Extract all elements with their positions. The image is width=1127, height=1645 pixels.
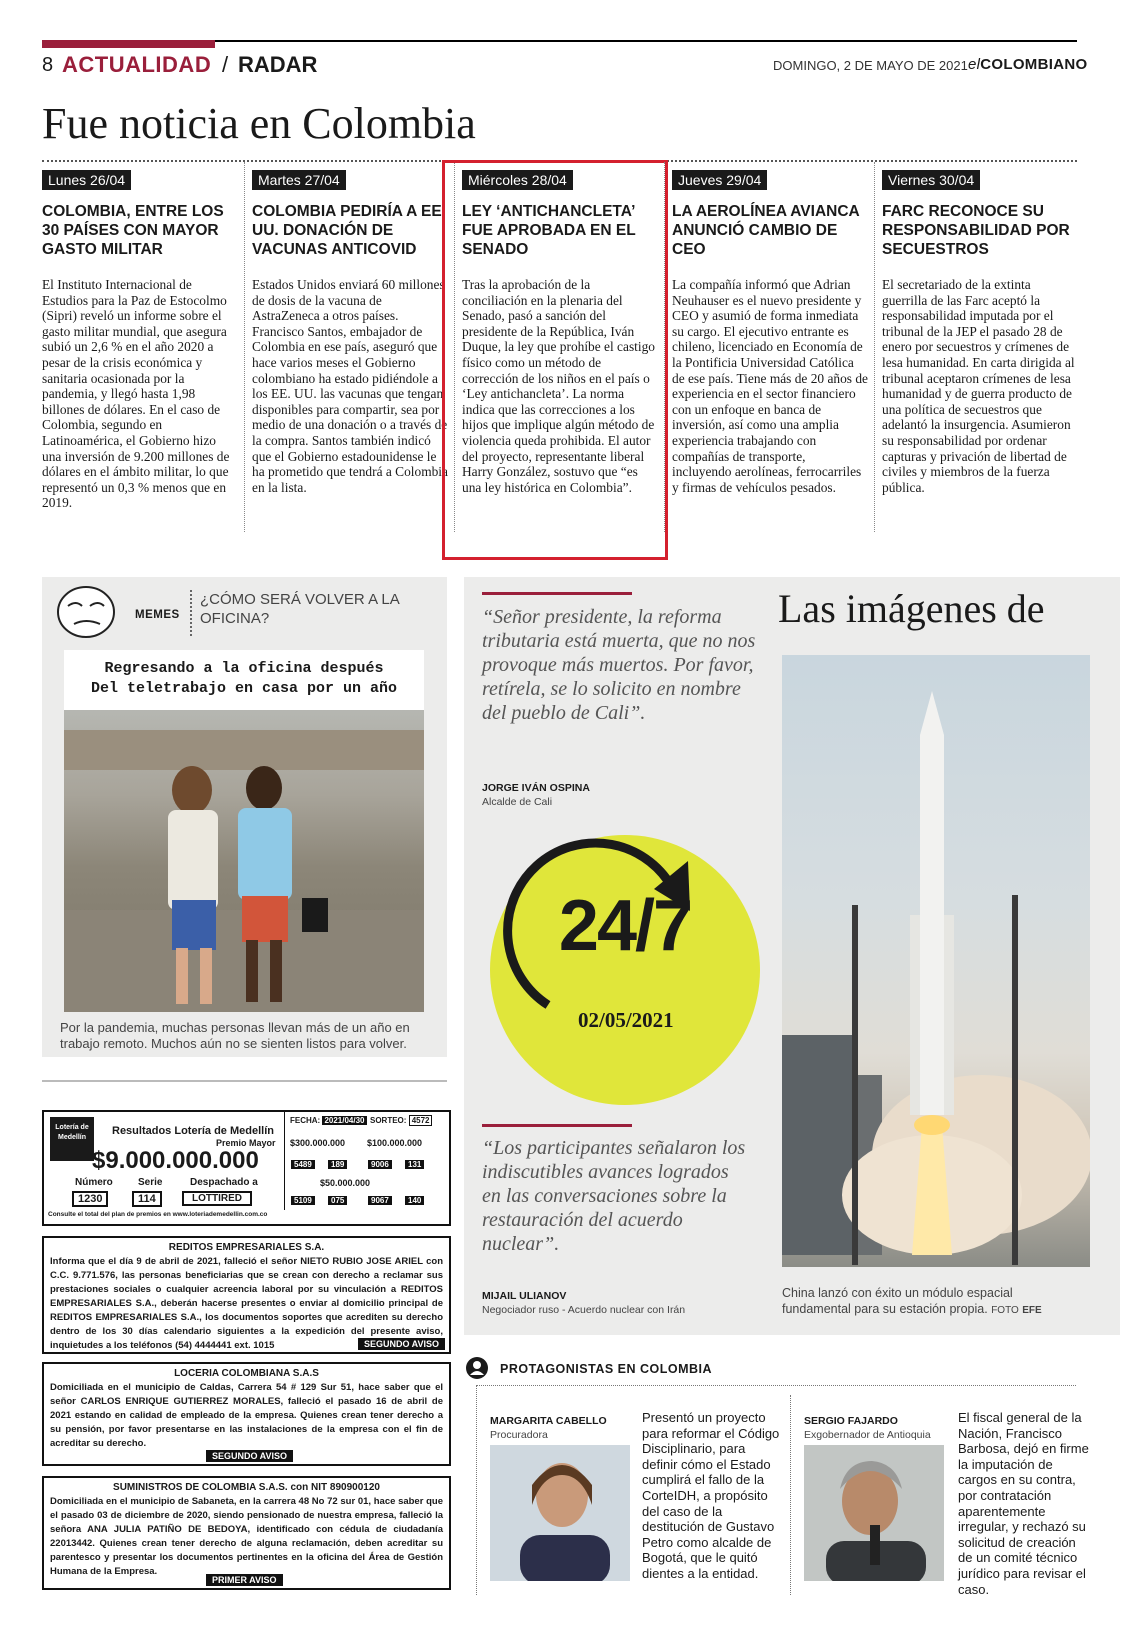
day-label: Miércoles 28/04 <box>462 170 573 190</box>
photo-caption <box>782 1285 1082 1319</box>
day-label: Lunes 26/04 <box>42 170 131 190</box>
secondary-prize-series: 189 <box>328 1160 347 1169</box>
day-title: COLOMBIA, ENTRE LOS 30 PAÍSES CON MAYOR GASTO MILITAR <box>42 203 224 258</box>
lottery-logo: Lotería de Medellín <box>50 1117 94 1161</box>
lottery-footer: Consulte el total del plan de premios en www.loteriademedellin.com.co <box>48 1211 268 1218</box>
quote-rule <box>482 592 632 595</box>
lottery-amount: $9.000.000.000 <box>92 1147 259 1174</box>
troll-face-icon <box>52 584 122 640</box>
secondary-prize-amount: $50.000.000 <box>320 1178 371 1188</box>
protagonists-title: PROTAGONISTAS EN COLOMBIA <box>500 1362 713 1376</box>
meme-text-line-1: Regresando a la oficina después <box>104 660 384 677</box>
lottery-divider <box>284 1110 285 1210</box>
page-headline: Fue noticia en Colombia <box>42 99 476 148</box>
day-label: Viernes 30/04 <box>882 170 980 190</box>
protagonists-rule <box>476 1385 1076 1386</box>
notice-ad <box>42 1476 451 1590</box>
secondary-prize-number: 9067 <box>368 1196 392 1205</box>
lottery-date-value: 2021/04/30 <box>324 1116 365 1125</box>
column-divider <box>244 162 245 532</box>
day-body: El Instituto Internacional de Estudios para la Paz de Estocolmo (Sipri) reveló un informe sobre el gasto militar mundial, que asegura subió un 2,6 % en el año 2020 a pesar de la crisis económica y sanitaria ocasionada por la pandemia, y llegó hasta 1,98 billones de dólares. En el caso de Colombia, segundo en Latinoamérica, el Gobierno hizo una inversión de 9.200 millones de dólares en el ámbito militar, lo que representó un 0,3 % menos que en 2019. <box>42 277 230 511</box>
brand-name: COLOMBIANO <box>980 56 1088 73</box>
secondary-prize-series: 131 <box>405 1160 424 1169</box>
quote-rule <box>482 1124 632 1127</box>
secondary-prize-number: 5489 <box>291 1160 315 1169</box>
quote-author: JORGE IVÁN OSPINA <box>482 782 590 794</box>
protagonist-photo <box>804 1445 944 1581</box>
lottery-dispatched-label: Despachado a <box>190 1177 258 1188</box>
section-separator: / <box>222 52 229 77</box>
highlight-box <box>442 160 668 560</box>
photo-credit: EFE <box>1022 1305 1042 1316</box>
notice-title: LOCERIA COLOMBIANA S.A.S <box>174 1368 319 1379</box>
day-title: COLOMBIA PEDIRÍA A EE. UU. DONACIÓN DE VACUNAS ANTICOVID <box>252 203 447 258</box>
day-body: El secretariado de la extinta guerrilla de las Farc aceptó la responsabilidad imputada por el tribunal de la JEP el pasado 28 de enero por secuestros y crímenes de lesa humanidad. En carta dirigida al tribunal aceptaron crímenes de lesa humanidad y de guerra producto de una política de secuestros que adelantó la insurgencia. Asumieron su responsabilidad por ordenar capturas y privación de libertad de civiles y miembros de la fuerza pública. <box>882 277 1075 495</box>
header-accent-bar <box>42 40 215 48</box>
newspaper-brand <box>968 56 1087 73</box>
rocket-launch-photo <box>782 655 1090 1267</box>
day-column-thursday <box>672 170 868 495</box>
protagonist-text: Presentó un proyecto para reformar el Código Disciplinario, para definir cómo el Estado cumplirá el fallo de la CorteIDH, a propósito del caso de la destitución de Gustavo Petro como alcalde de Bogotá, que le quitó dientes a la entidad. <box>642 1410 780 1581</box>
protagonists-rule <box>476 1385 477 1595</box>
quote-text: “Los participantes señalaron los indiscutibles avances logrados en las conversaciones sobre la restauración del acuerdo nuclear”. <box>482 1137 746 1255</box>
page-number: 8 <box>42 54 54 76</box>
section-divider <box>42 1080 447 1082</box>
day-title: LEY ‘ANTICHANCLETA’ FUE APROBADA EN EL SENADO <box>462 203 636 258</box>
person-icon <box>466 1357 488 1379</box>
day-title: FARC RECONOCE SU RESPONSABILIDAD POR SECUESTROS <box>882 203 1070 258</box>
section-name: ACTUALIDAD <box>62 52 212 77</box>
badge-24-7: 24/7 <box>558 886 692 966</box>
meme-caption: Por la pandemia, muchas personas llevan más de un año en trabajo remoto. Muchos aún no se sienten listos para volver. <box>60 1020 410 1051</box>
day-column-friday <box>882 170 1078 495</box>
lottery-number: 1230 <box>72 1191 108 1207</box>
day-column-monday <box>42 170 238 511</box>
lottery-draw-label: SORTEO: <box>370 1116 407 1125</box>
lottery-date <box>290 1116 367 1125</box>
day-column-tuesday <box>252 170 448 495</box>
protagonist-name: SERGIO FAJARDO <box>804 1415 898 1427</box>
lottery-title: Resultados Lotería de Medellín <box>112 1125 274 1137</box>
notice-ad <box>42 1236 451 1354</box>
lottery-series: 114 <box>132 1191 162 1207</box>
notice-badge: SEGUNDO AVISO <box>206 1450 293 1462</box>
secondary-prize-number: 9006 <box>368 1160 392 1169</box>
protagonist-role: Procuradora <box>490 1429 548 1441</box>
protagonist-name: MARGARITA CABELLO <box>490 1415 607 1427</box>
day-label: Jueves 29/04 <box>672 170 767 190</box>
quote-author-role: Negociador ruso - Acuerdo nuclear con Irán <box>482 1304 686 1316</box>
notice-badge: SEGUNDO AVISO <box>358 1338 445 1350</box>
protagonist-photo <box>490 1445 630 1581</box>
lottery-dispatched: LOTTIRED <box>182 1191 252 1206</box>
lottery-series-label: Serie <box>138 1177 163 1188</box>
quote-author-role: Alcalde de Cali <box>482 796 553 808</box>
secondary-prize-amount: $100.000.000 <box>367 1138 423 1148</box>
secondary-prize-number: 5109 <box>291 1196 315 1205</box>
notice-title: REDITOS EMPRESARIALES S.A. <box>168 1242 325 1253</box>
day-body: Estados Unidos enviará 60 millones de dosis de la vacuna de AstraZeneca a otros países. Francisco Santos, embajador de Colombia en ese país, aseguró que hace varios meses el Gobierno colombiano ha estado pidiéndole a los EE. UU. las vacunas que tengan disponibles para compartir, sea por medio de una donación o a través de la compra. Santos también indicó que el Gobierno estadounidense le ha prometido que tendrá a Colombia en la lista. <box>252 277 448 495</box>
lottery-draw <box>370 1116 432 1125</box>
brand-prefix: el <box>968 56 981 73</box>
memes-question: ¿CÓMO SERÁ VOLVER A LA OFICINA? <box>200 591 399 627</box>
notice-badge: PRIMER AVISO <box>206 1574 283 1586</box>
secondary-prize-series: 140 <box>405 1196 424 1205</box>
notice-title: SUMINISTROS DE COLOMBIA S.A.S. con NIT 890900120 <box>113 1482 380 1493</box>
secondary-prize-amount: $300.000.000 <box>290 1138 346 1148</box>
day-title: LA AEROLÍNEA AVIANCA ANUNCIÓ CAMBIO DE CEO <box>672 203 860 258</box>
day-label: Martes 27/04 <box>252 170 346 190</box>
photo-caption-text: China lanzó con éxito un módulo espacial fundamental para su estación propia. <box>782 1286 1013 1316</box>
photo-credit-label: FOTO <box>991 1305 1019 1316</box>
protagonists-divider <box>790 1395 791 1595</box>
notice-text: Domiciliada en el municipio de Sabaneta, en la carrera 48 No 72 sur 01, hace saber que el pasado 03 de diciembre de 2020, siendo pensionado de nuestra empresa, falleció la señora ANA JULIA PATIÑO DE BEDOYA, identificado con cédula de ciudadanía 22013442. Quienes crean tener derecho de alguna reclamación, deben acreditar su parentesco y presentar los documentos pertinentes en la oficina del Área de Gestión Humana de la Empresa. <box>50 1496 443 1577</box>
column-divider <box>874 162 875 532</box>
memes-divider <box>190 590 194 636</box>
column-divider <box>664 162 665 532</box>
protagonist-text: El fiscal general de la Nación, Francisco Barbosa, dejó en firme la imputación de cargos en su contra, por contratación aparentemente irregular, y rechazó su solicitud de creación de un comité técnico jurídico para revisar el caso. <box>958 1410 1089 1597</box>
quote-text: “Señor presidente, la reforma tributaria está muerta, que no nos provoque más muertos. Por favor, retírela, se lo solicito en nombre del pueblo de Cali”. <box>482 606 756 724</box>
lottery-subtitle: Premio Mayor <box>216 1138 276 1148</box>
notice-ad <box>42 1362 451 1466</box>
secondary-prize-series: 075 <box>328 1196 347 1205</box>
subsection-name: RADAR <box>238 52 318 77</box>
memes-label: MEMES <box>135 609 180 621</box>
badge-date: 02/05/2021 <box>578 1008 674 1032</box>
notice-text: Informa que el día 9 de abril de 2021, falleció el señor NIETO RUBIO JOSE ARIEL con C.C. 9.771.576, las personas beneficiarias que se crean con derecho a reclamar sus prestaciones sociales o cualquier acreencia laboral por su vinculación a REDITOS EMPRESARIALES S.A., deberán hacerse presentes o enviar al domicilio principal de REDITOS EMPRESARIALES S.A., los documentos soportes que acrediten su derecho dentro de los 30 días calendario siguientes a la expedición del presente aviso, inquietudes a los teléfonos (54) 4444441 ext. 1015 <box>50 1256 443 1351</box>
issue-date: DOMINGO, 2 DE MAYO DE 2021 <box>773 58 968 73</box>
protagonist-role: Exgobernador de Antioquia <box>804 1429 931 1441</box>
quote-author: MIJAIL ULIANOV <box>482 1290 567 1302</box>
lottery-date-label: FECHA: <box>290 1116 321 1125</box>
notice-text: Domiciliada en el municipio de Caldas, Carrera 54 # 129 Sur 51, hace saber que el señor CARLOS ENRIQUE GUTIERREZ MORALES, falleció el pasado 16 de abril de 2021 estando en calidad de empleado de la empresa. Quienes crean tener derecho a su pensión, por favor presentarse en las instalaciones de la empresa con el fin de acreditar su derecho. <box>50 1382 443 1449</box>
lottery-draw-value: 4572 <box>409 1115 433 1126</box>
day-body: La compañía informó que Adrian Neuhauser es el nuevo presidente y CEO y asumió de forma inmediata su cargo. El ejecutivo entrante es chileno, licenciado en Economía de la Pontificia Universidad Católica de ese país. Tiene más de 20 años de experiencia en el sector financiero con un enfoque en banca de inversión, así como una amplia experiencia trabajando con compañías de transporte, incluyendo aerolíneas, ferrocarriles y firmas de vehículos pesados. <box>672 277 868 495</box>
lottery-number-label: Número <box>75 1177 113 1188</box>
meme-text-line-2: Del teletrabajo en casa por un año <box>90 680 398 697</box>
day-body: Tras la aprobación de la conciliación en la plenaria del Senado, pasó a sanción del presidente de la República, Iván Duque, la ley que prohíbe el castigo físico como un método de corrección de los niños en el país o ‘Ley antichancleta’. La norma indica que las correcciones a los hijos que implique algún método de violencia queda prohibida. El autor del proyecto, representante liberal Harry González, sostuvo que “es una ley histórica en Colombia”. <box>462 277 655 495</box>
images-title: Las imágenes de <box>778 586 1045 631</box>
